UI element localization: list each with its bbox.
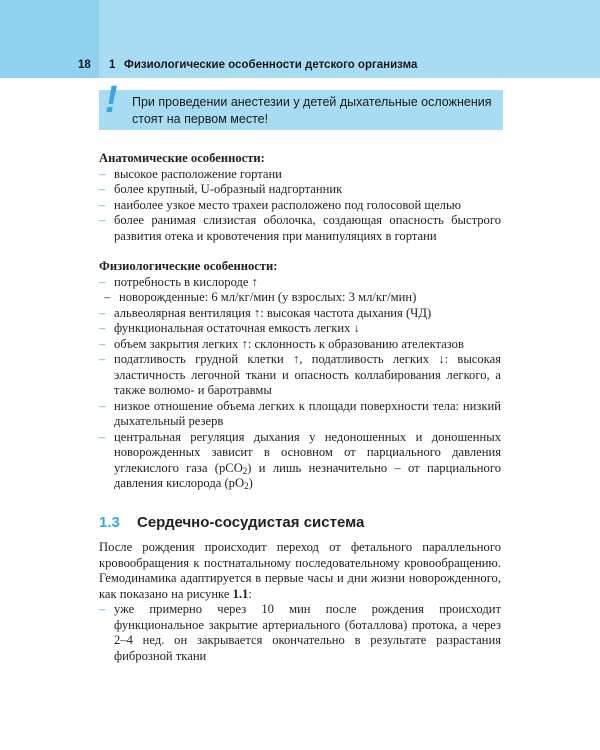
paragraph: После рождения происходит переход от фетального параллельного кровообращения к постнатальному последовательному кровообращению. Гемодинамика адаптируется в первые часы и дни жизни новорожденного, как показано на рисунке 1.1: (99, 540, 501, 601)
list-item: – центральная регуляция дыхания у недоношенных и доношенных новорожденных зависит в основном от парциального давления углекислого газа (pCO$_2$) и лишь незначительно – от парциального давления кислорода $(pO_2)$ (99, 429, 501, 491)
page-number: 18 (78, 59, 91, 71)
figure-reference: 1.1 (232, 586, 249, 601)
list-item: – объем закрытия легких ↑: склонность к образованию ателектазов (99, 336, 464, 351)
exclamation-icon: ! (105, 79, 118, 121)
list-item: – уже примерно через 10 мин после рождения происходит функциональное закрытие артериального (боталлова) протока, а через 2–4 нед. он закрывается окончательно в результате разрастания фиброзной ткани (99, 602, 501, 663)
list-item: – более крупный, U-образный надгортанник (99, 182, 343, 196)
chapter-title: Физиологические особенности детского организма (124, 59, 418, 71)
chapter-number: 1 (109, 59, 116, 71)
section-heading (99, 514, 501, 531)
list-item: – наиболее узкое место трахеи расположено под голосовой щелью (99, 197, 462, 212)
running-header (0, 59, 600, 77)
list-item: – высокое расположение гортани (99, 166, 282, 181)
cardio-section (99, 540, 501, 664)
list-item: – функциональная остаточная емкость легких ↓ (99, 321, 360, 335)
anatomical-section (99, 151, 501, 244)
sub-list-item: – новорожденные: 6 мл/кг/мин (у взрослых: 3 мл/кг/мин) (104, 290, 417, 304)
physiological-heading: Физиологические особенности: (99, 259, 278, 273)
list-item: – альвеолярная вентиляция ↑: высокая частота дыхания (ЧД) (99, 305, 432, 320)
list-item: – потребность в кислороде ↑ (99, 274, 258, 289)
section-title: Сердечно-сосудистая система (137, 514, 365, 531)
section-number: 1.3 (99, 514, 120, 531)
anatomical-heading: Анатомические особенности: (99, 151, 265, 165)
list-item: – податливость грудной клетки ↑, податливость легких ↓: высокая эластичность легочной ткани и опасность коллабирования легкого, а также волюмо- и баротравмы (99, 352, 501, 397)
physiological-section (99, 259, 501, 492)
list-item: – более ранимая слизистая оболочка, создающая опасность быстрого развития отека и кровотечения при манипуляциях в гортани (99, 213, 501, 243)
note-text: При проведении анестезии у детей дыхательные осложнения стоят на первом месте! (132, 95, 492, 126)
list-item: – низкое отношение объема легких к площади поверхности тела: низкий дыхательный резерв (99, 398, 501, 428)
